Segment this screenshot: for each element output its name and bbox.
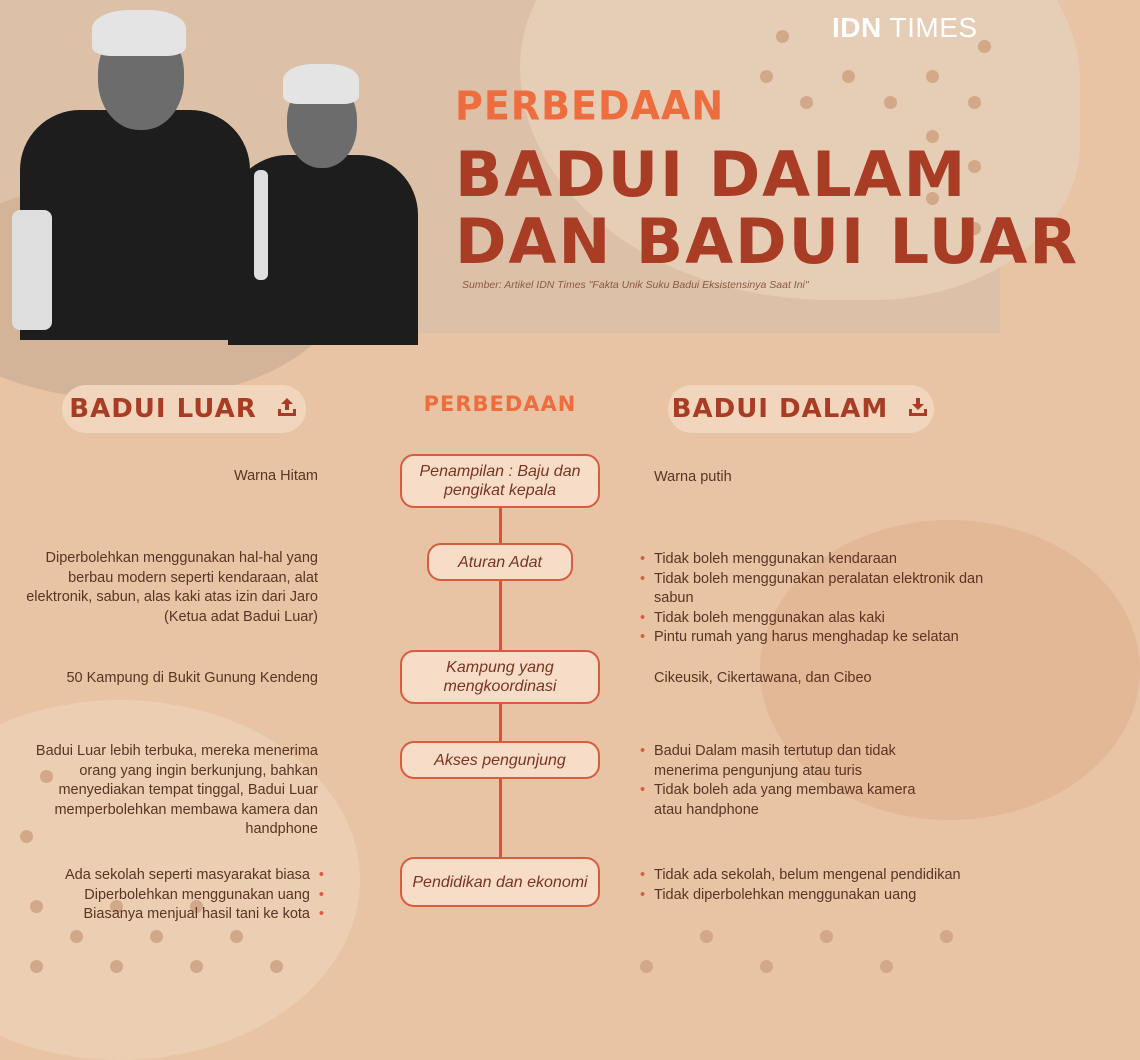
list-item: Biasanya menjual hasil tani ke kota • [16, 905, 324, 925]
source-note: Sumber: Artikel IDN Times "Fakta Unik Suku Badui Eksistensinya Saat Ini" [462, 279, 809, 291]
header-label: BADUI LUAR [69, 394, 257, 424]
title-line-1: BADUI DALAM [455, 138, 968, 211]
upload-tray-icon [275, 395, 299, 424]
list-item: Diperbolehkan menggunakan uang • [16, 886, 324, 906]
dalam-penampilan: Warna putih [654, 469, 732, 485]
download-tray-icon [906, 395, 930, 424]
luar-aturan-adat: Diperbolehkan menggunakan hal-hal yang berbau modern seperti kendaraan, alat elektronik, sabun, alas kaki atas izin dari Jaro (Ketua adat Badui Luar) [26, 550, 318, 625]
header-label: BADUI DALAM [671, 394, 889, 424]
list-item: • Tidak boleh menggunakan alas kaki [640, 609, 995, 629]
category-aturan-adat: Aturan Adat [427, 543, 573, 581]
header-badui-luar [62, 385, 306, 433]
list-item: • Tidak ada sekolah, belum mengenal pendidikan [640, 866, 995, 886]
list-item: • Pintu rumah yang harus menghadap ke selatan [640, 628, 995, 648]
title-kicker: PERBEDAAN [455, 82, 725, 130]
luar-pendidikan [16, 866, 324, 925]
list-item: • Badui Dalam masih tertutup dan tidak menerima pengunjung atau turis [640, 742, 930, 781]
category-akses: Akses pengunjung [400, 741, 600, 779]
list-item: • Tidak boleh ada yang membawa kamera atau handphone [640, 781, 930, 820]
title-line-2: DAN BADUI LUAR [455, 205, 1080, 278]
photo-badui-men [0, 0, 420, 333]
luar-penampilan: Warna Hitam [233, 468, 318, 484]
list-item: • Tidak diperbolehkan menggunakan uang [640, 886, 995, 906]
category-penampilan: Penampilan : Baju dan pengikat kepala [400, 454, 600, 508]
header-perbedaan: PERBEDAAN [423, 392, 577, 416]
luar-kampung: 50 Kampung di Bukit Gunung Kendeng [66, 670, 318, 686]
luar-akses: Badui Luar lebih terbuka, mereka menerima orang yang ingin berkunjung, bahkan menyediakan tempat tinggal, Badui Luar memperbolehkan membawa kamera dan handphone [35, 743, 318, 837]
list-item: • Tidak boleh menggunakan peralatan elektronik dan sabun [640, 570, 995, 609]
list-item: Ada sekolah seperti masyarakat biasa • [16, 866, 324, 886]
header-badui-dalam [668, 385, 934, 433]
dalam-kampung: Cikeusik, Cikertawana, dan Cibeo [654, 670, 872, 686]
idn-times-logo: IDN TIMES [832, 12, 978, 43]
list-item: • Tidak boleh menggunakan kendaraan [640, 550, 995, 570]
category-pendidikan: Pendidikan dan ekonomi [400, 857, 600, 907]
dalam-aturan-adat [640, 550, 995, 648]
category-kampung: Kampung yang mengkoordinasi [400, 650, 600, 704]
dalam-pendidikan [640, 866, 995, 905]
dalam-akses [640, 742, 930, 820]
